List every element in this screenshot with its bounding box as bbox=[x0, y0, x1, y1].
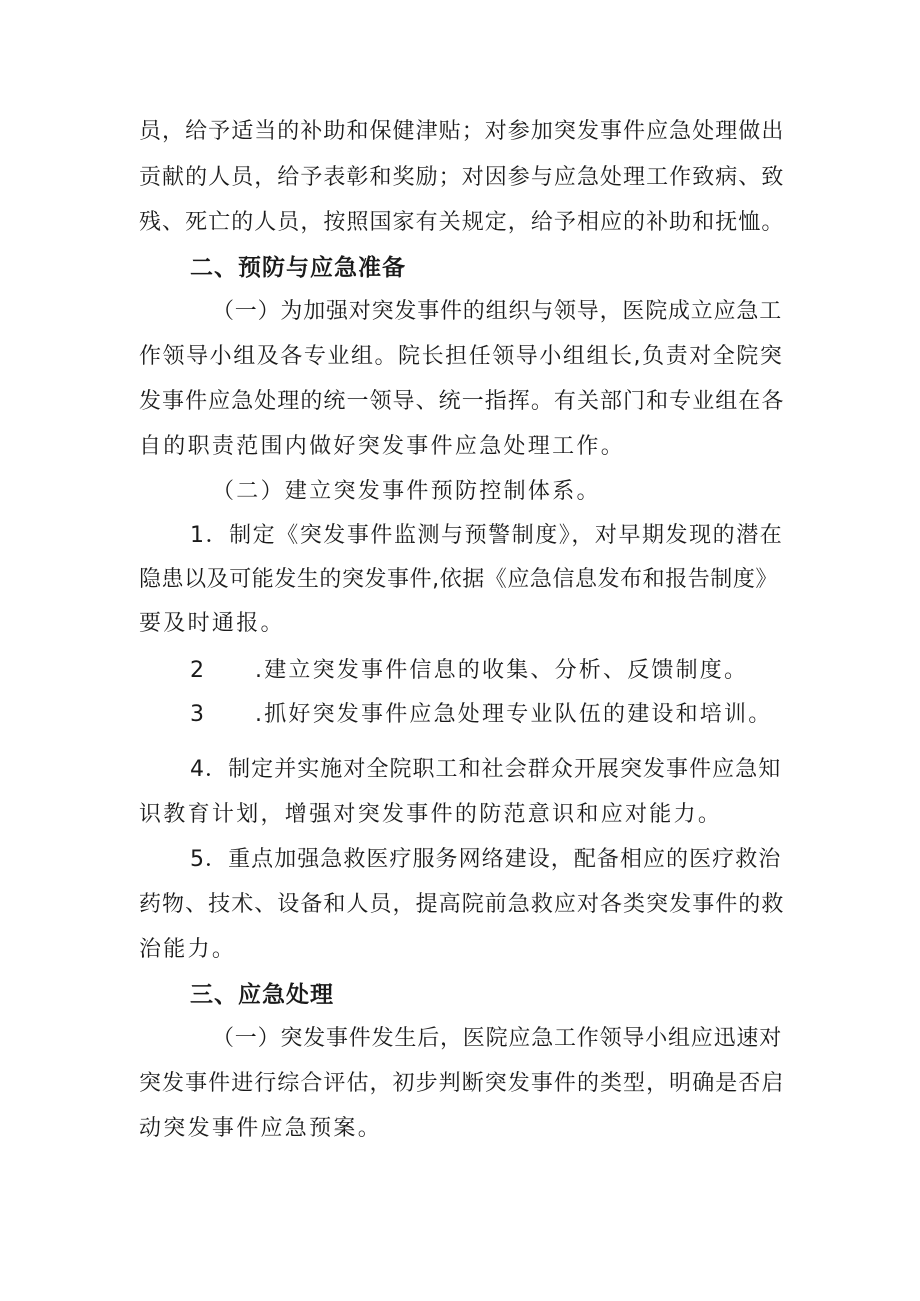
section-3-heading: 三、应急处理 bbox=[190, 982, 334, 1008]
s2-p2: （二）建立突发事件预防控制体系。 bbox=[212, 479, 601, 504]
s2-item4-line-2: 识教育计划，增强对突发事件的防范意识和应对能力。 bbox=[139, 802, 723, 827]
s2-item2-number: 2 bbox=[190, 658, 204, 683]
intro-line-1: 员，给予适当的补助和保健津贴；对参加突发事件应急处理做出 bbox=[139, 119, 785, 144]
s2-item1-line-3: 要及时通报。 bbox=[139, 611, 285, 636]
s2-item5-line-2: 药物、技术、设备和人员，提高院前急救应对各类突发事件的救 bbox=[139, 892, 785, 917]
s2-p1-line-3: 发事件应急处理的统一领导、统一指挥。有关部门和专业组在各 bbox=[139, 389, 785, 414]
s3-p1-line-1: （一）突发事件发生后，医院应急工作领导小组应迅速对 bbox=[212, 1026, 783, 1051]
intro-line-3: 残、死亡的人员，按照国家有关规定，给予相应的补助和抚恤。 bbox=[139, 210, 785, 235]
s2-item5-line-3: 治能力。 bbox=[139, 937, 237, 962]
intro-line-2: 贡献的人员，给予表彰和奖励；对因参与应急处理工作致病、致 bbox=[139, 165, 785, 190]
s2-item5-line-1: 5．重点加强急救医疗服务网络建设，配备相应的医疗救治 bbox=[190, 847, 782, 872]
s2-p1-line-2: 作领导小组及各专业组。院长担任领导小组组长,负责对全院突 bbox=[139, 344, 784, 369]
s2-p1-line-4: 自的职责范围内做好突发事件应急处理工作。 bbox=[139, 434, 626, 459]
s2-item4-line-1: 4．制定并实施对全院职工和社会群众开展突发事件应急知 bbox=[190, 757, 782, 782]
s2-item3-number: 3 bbox=[190, 702, 204, 727]
s2-p1-line-1: （一）为加强对突发事件的组织与领导，医院成立应急工 bbox=[212, 299, 783, 324]
s3-p1-line-2: 突发事件进行综合评估，初步判断突发事件的类型，明确是否启 bbox=[139, 1071, 785, 1096]
s2-item3-text: .抓好突发事件应急处理专业队伍的建设和培训。 bbox=[255, 702, 773, 727]
section-2-heading: 二、预防与应急准备 bbox=[190, 255, 406, 281]
s3-p1-line-3: 动突发事件应急预案。 bbox=[139, 1116, 383, 1141]
s2-item2-text: .建立突发事件信息的收集、分析、反馈制度。 bbox=[255, 658, 749, 683]
s2-item1-line-1: 1．制定《突发事件监测与预警制度》，对早期发现的潜在 bbox=[190, 523, 784, 548]
s2-item1-line-2: 隐患以及可能发生的突发事件,依据《应急信息发布和报告制度》 bbox=[139, 567, 778, 592]
